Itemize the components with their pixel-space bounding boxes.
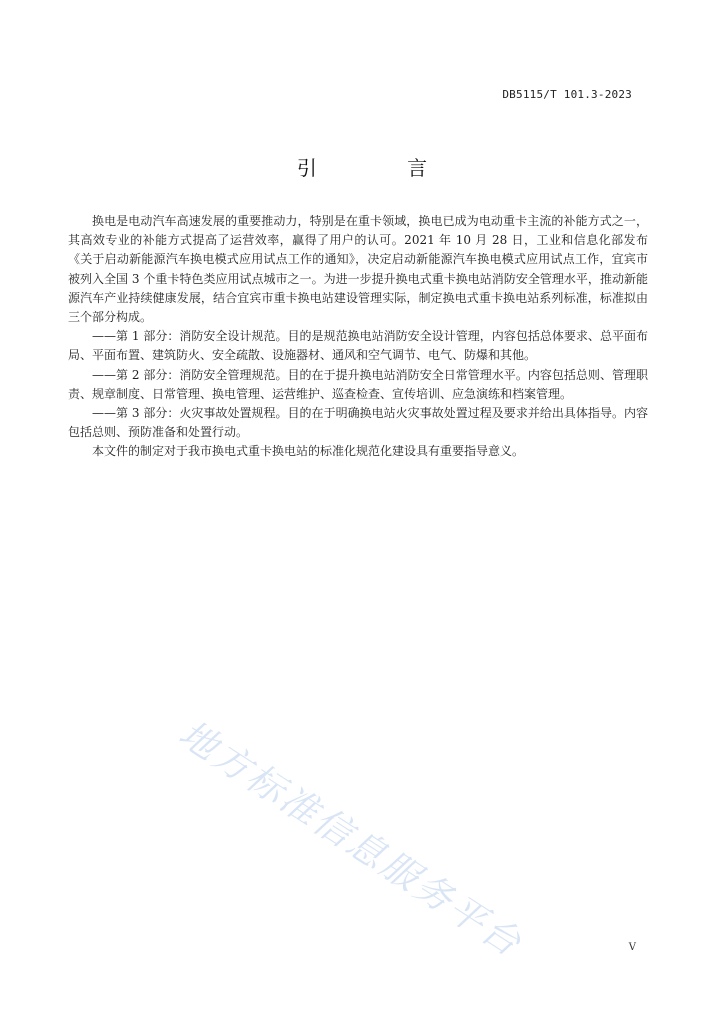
body-text — [68, 212, 648, 462]
significance-paragraph: 本文件的制定对于我市换电式重卡换电站的标准化规范化建设具有重要指导意义。 — [92, 444, 525, 459]
document-code: DB5115/T 101.3-2023 — [502, 88, 632, 101]
part-2-paragraph: ——第 2 部分：消防安全管理规范。目的在于提升换电站消防安全日常管理水平。内容包括总则、管理职责、规章制度、日常管理、换电管理、运营维护、巡查检查、宣传培训、应急演练和档案管理。 — [68, 367, 648, 401]
page-number: V — [628, 942, 636, 953]
section-title: 引 言 — [296, 156, 470, 180]
part-3-paragraph: ——第 3 部分：火灾事故处置规程。目的在于明确换电站火灾事故处置过程及要求并给出具体指导。内容包括总则、预防准备和处置行动。 — [68, 406, 648, 440]
intro-paragraph: 换电是电动汽车高速发展的重要推动力，特别是在重卡领域，换电已成为电动重卡主流的补能方式之一，其高效专业的补能方式提高了运营效率，赢得了用户的认可。2021 年 10 月 28 日，工业和信息化部发布《关于启动新能源汽车换电模式应用试点工作的通知》，决定启动新能源汽车换电模式应用试点工作，宜宾市被列入全国 3 个重卡特色类应用试点城市之一。为进一步提升换电式重卡换电站消防安全管理水平，推动新能源汽车产业持续健康发展，结合宜宾市重卡换电站建设管理实际，制定换电式重卡换电站系列标准，标准拟由三个部分构成。 — [68, 214, 648, 325]
part-1-paragraph: ——第 1 部分：消防安全设计规范。目的是规范换电站消防安全设计管理，内容包括总体要求、总平面布局、平面布置、建筑防火、安全疏散、设施器材、通风和空气调节、电气、防爆和其他。 — [68, 329, 648, 363]
watermark: 地方标准信息服务平台 — [171, 711, 531, 966]
